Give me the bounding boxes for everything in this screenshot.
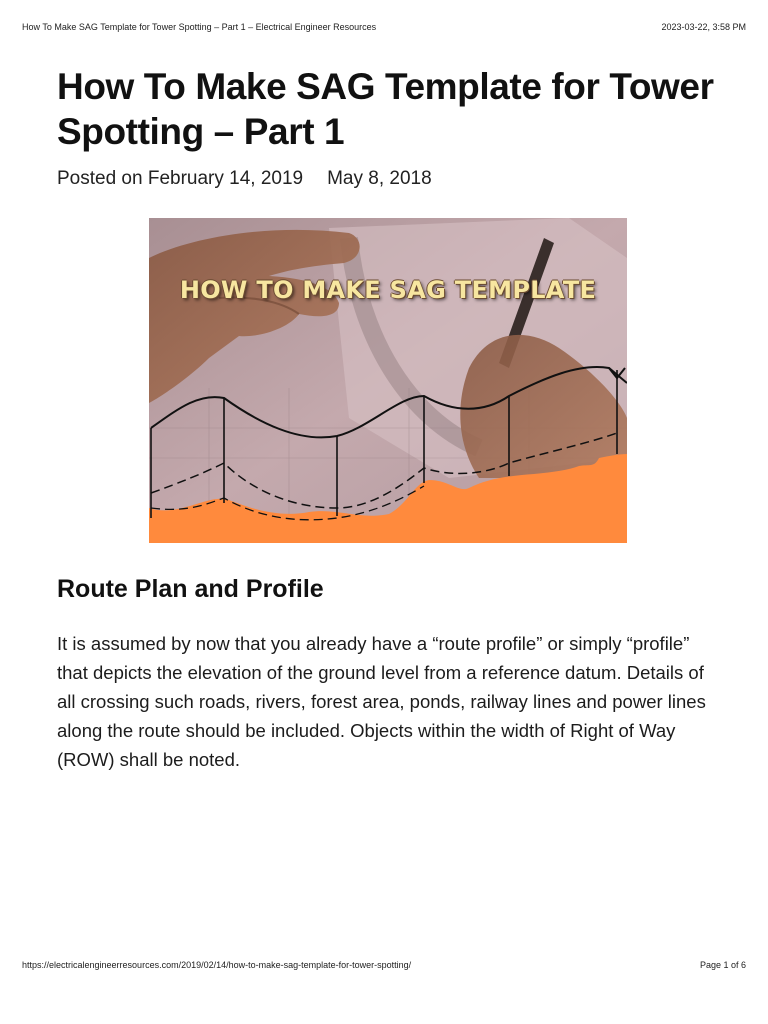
article xyxy=(57,64,717,190)
body-paragraph: It is assumed by now that you already have a “route profile” or simply “profile” that depicts the elevation of the ground level from a reference datum. Details of all crossing such roads, rivers, forest area, ponds, railway lines and power lines along the route should be included. Objects within the width of Right of Way (ROW) shall be noted. xyxy=(57,633,706,770)
page-number: Page 1 of 6 xyxy=(699,960,746,970)
print-header-timestamp: 2023-03-22, 3:58 PM xyxy=(661,22,746,32)
print-footer xyxy=(22,960,746,970)
print-header xyxy=(22,22,746,32)
hero-image xyxy=(149,218,627,543)
posted-date: Posted on February 14, 2019 xyxy=(57,168,304,189)
hero-caption: HOW TO MAKE SAG TEMPLATE xyxy=(179,276,597,304)
print-header-title: How To Make SAG Template for Tower Spotting – Part 1 – Electrical Engineer Resources xyxy=(22,22,377,32)
footer-url[interactable]: https://electricalengineerresources.com/2019/02/14/how-to-make-sag-template-for-tower-spotting/ xyxy=(22,960,412,970)
post-meta xyxy=(57,168,717,190)
updated-date[interactable]: May 8, 2018 xyxy=(327,168,432,189)
article-title: How To Make SAG Template for Tower Spotting – Part 1 xyxy=(57,66,714,152)
sag-template-illustration xyxy=(149,218,627,543)
section-heading: Route Plan and Profile xyxy=(57,575,324,603)
